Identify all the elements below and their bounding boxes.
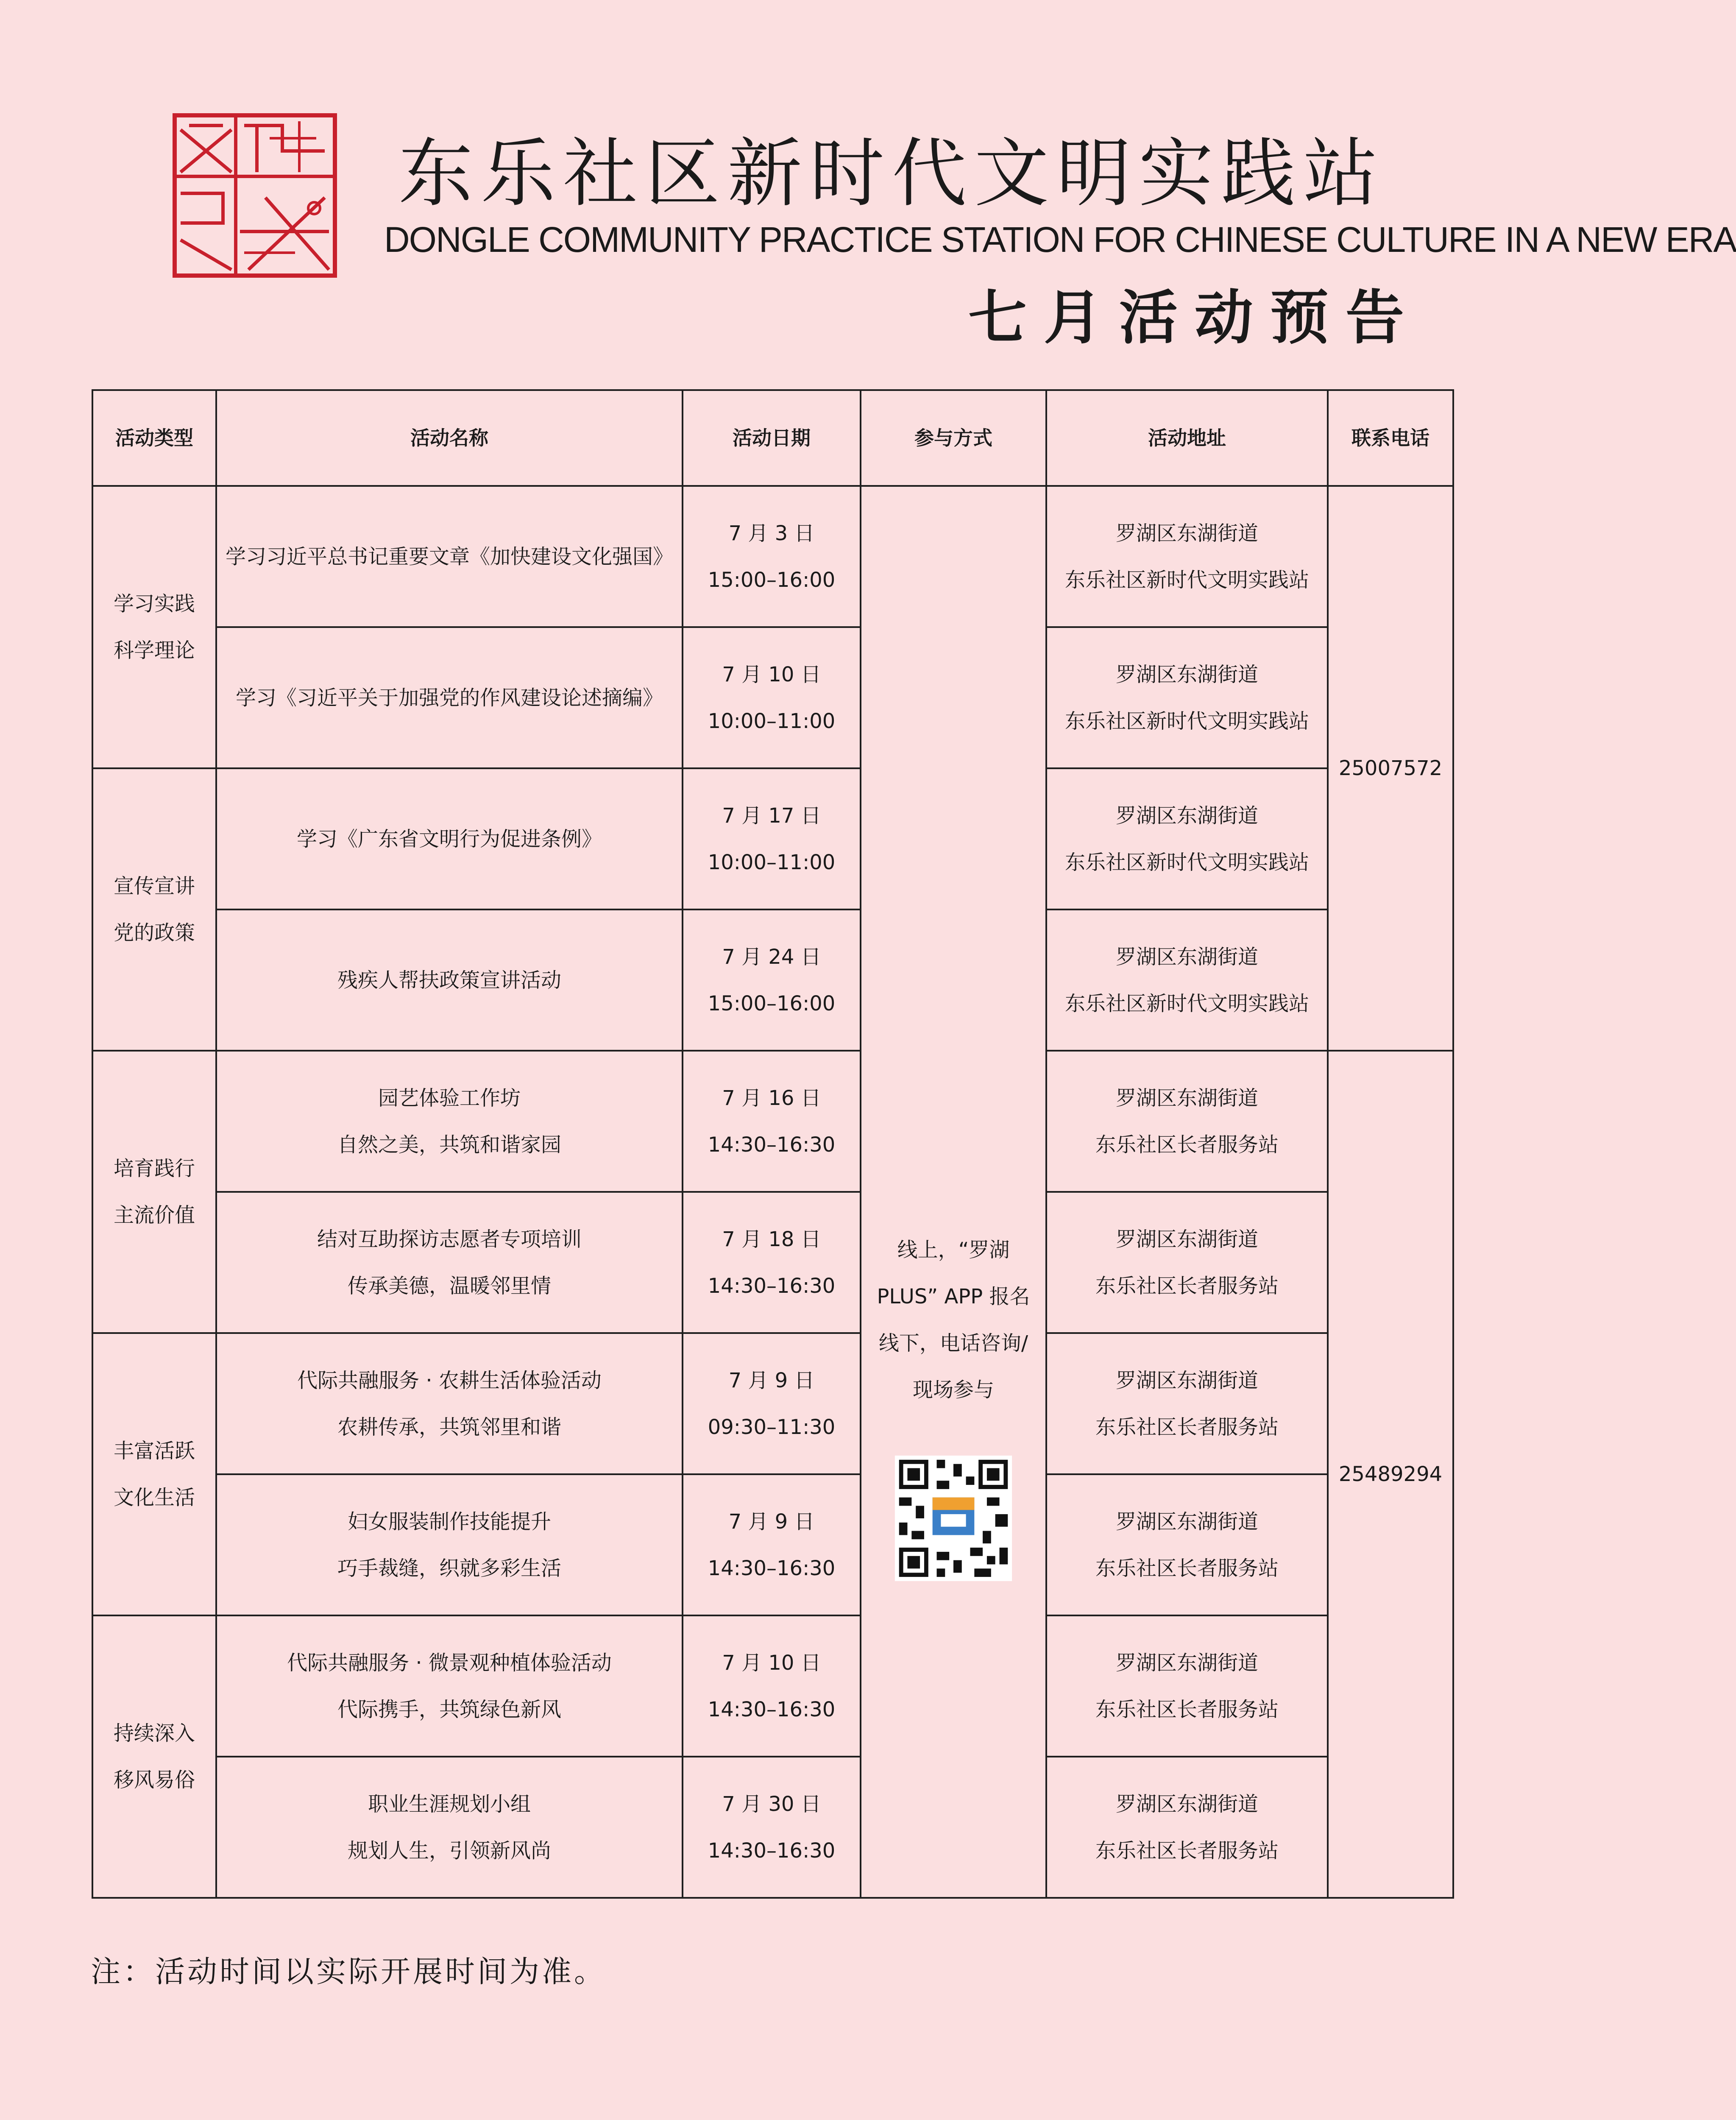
activity-name: 妇女服装制作技能提升 <box>347 1509 551 1534</box>
header-type: 活动类型 <box>92 390 216 486</box>
activity-slogan: 农耕传承，共筑邻里和谐 <box>337 1415 561 1439</box>
address-line: 罗湖区东湖街道 <box>1115 662 1258 686</box>
schedule-table <box>92 389 1454 1899</box>
address-cell <box>1046 486 1328 627</box>
address-line: 东乐社区长者服务站 <box>1095 1697 1279 1721</box>
activity-date: 7 月 10 日 <box>722 1651 821 1675</box>
date-cell <box>683 1615 861 1757</box>
activity-time: 14:30–16:30 <box>708 1838 836 1863</box>
activity-time: 10:00–11:00 <box>708 709 836 733</box>
activity-name: 园艺体验工作坊 <box>378 1086 521 1110</box>
activity-name-cell <box>216 1192 683 1333</box>
activity-slogan: 巧手裁缝，织就多彩生活 <box>337 1556 561 1580</box>
activity-time: 09:30–11:30 <box>708 1415 836 1439</box>
date-cell <box>683 1474 861 1615</box>
address-cell <box>1046 1333 1328 1474</box>
category-cell <box>92 768 216 1051</box>
activity-time: 14:30–16:30 <box>708 1274 836 1298</box>
activity-date: 7 月 10 日 <box>722 662 821 686</box>
activity-name-cell <box>216 1051 683 1192</box>
activity-date: 7 月 9 日 <box>728 1509 815 1534</box>
category-line: 培育践行 <box>113 1157 195 1180</box>
date-cell <box>683 768 861 909</box>
category-cell <box>92 486 216 768</box>
activity-time: 15:00–16:00 <box>708 568 836 592</box>
address-line: 东乐社区长者服务站 <box>1095 1415 1279 1439</box>
phone-cell: 25489294 <box>1328 1051 1453 1898</box>
activity-name-cell <box>216 486 683 627</box>
address-cell <box>1046 1615 1328 1757</box>
table-row <box>92 768 1453 909</box>
phone-cell: 25007572 <box>1328 486 1453 1051</box>
address-line: 东乐社区新时代文明实践站 <box>1064 850 1309 874</box>
address-line: 罗湖区东湖街道 <box>1115 1227 1258 1251</box>
category-line: 党的政策 <box>113 921 195 945</box>
activity-slogan: 规划人生，引领新风尚 <box>347 1838 551 1863</box>
table-row <box>92 1615 1453 1757</box>
category-line: 持续深入 <box>113 1721 195 1745</box>
address-cell <box>1046 1192 1328 1333</box>
address-line: 罗湖区东湖街道 <box>1115 1509 1258 1534</box>
date-cell <box>683 1333 861 1474</box>
participation-line: 现场参与 <box>912 1378 994 1402</box>
address-line: 罗湖区东湖街道 <box>1115 945 1258 969</box>
header-address: 活动地址 <box>1046 390 1328 486</box>
header-participation: 参与方式 <box>861 390 1046 486</box>
activity-slogan: 传承美德，温暖邻里情 <box>347 1274 551 1298</box>
table-row <box>92 1757 1453 1898</box>
activity-name-cell <box>216 1474 683 1615</box>
qr-code-icon[interactable] <box>894 1456 1013 1581</box>
activity-slogan: 代际携手，共筑绿色新风 <box>337 1697 561 1721</box>
category-cell <box>92 1615 216 1898</box>
activity-date: 7 月 18 日 <box>722 1227 821 1251</box>
category-cell <box>92 1333 216 1615</box>
date-cell <box>683 486 861 627</box>
category-cell <box>92 1051 216 1333</box>
activity-name: 学习习近平总书记重要文章《加快建设文化强国》 <box>225 544 673 569</box>
activity-name-cell <box>216 1615 683 1757</box>
activity-time: 15:00–16:00 <box>708 991 836 1015</box>
address-cell <box>1046 768 1328 909</box>
activity-date: 7 月 17 日 <box>722 803 821 828</box>
category-line: 宣传宣讲 <box>113 874 195 898</box>
table-row <box>92 1474 1453 1615</box>
date-cell <box>683 1757 861 1898</box>
activity-name: 学习《习近平关于加强党的作风建设论述摘编》 <box>235 686 663 710</box>
activity-time: 14:30–16:30 <box>708 1556 836 1580</box>
address-cell <box>1046 1051 1328 1192</box>
activity-date: 7 月 9 日 <box>728 1368 815 1392</box>
address-line: 东乐社区长者服务站 <box>1095 1133 1279 1157</box>
address-line: 东乐社区长者服务站 <box>1095 1838 1279 1863</box>
activity-date: 7 月 16 日 <box>722 1086 821 1110</box>
table-row <box>92 627 1453 768</box>
address-line: 罗湖区东湖街道 <box>1115 1651 1258 1675</box>
address-cell <box>1046 627 1328 768</box>
logo-seal <box>172 113 337 278</box>
activity-time: 14:30–16:30 <box>708 1133 836 1157</box>
activity-name: 结对互助探访志愿者专项培训 <box>317 1227 582 1251</box>
date-cell <box>683 627 861 768</box>
activity-name: 学习《广东省文明行为促进条例》 <box>296 827 602 851</box>
header-name: 活动名称 <box>216 390 683 486</box>
date-cell <box>683 1051 861 1192</box>
header-date: 活动日期 <box>683 390 861 486</box>
page-subtitle: DONGLE COMMUNITY PRACTICE STATION FOR CHINESE CULTURE IN A NEW ERA <box>384 220 1736 259</box>
participation-line: 线上，“罗湖 <box>897 1238 1010 1262</box>
address-cell <box>1046 909 1328 1051</box>
table-row <box>92 486 1453 627</box>
activity-name-cell <box>216 1333 683 1474</box>
address-line: 东乐社区新时代文明实践站 <box>1064 568 1309 592</box>
activity-slogan: 自然之美，共筑和谐家园 <box>337 1133 561 1157</box>
table-row <box>92 909 1453 1051</box>
category-line: 主流价值 <box>113 1203 195 1227</box>
participation-line: PLUS” APP 报名 <box>877 1285 1030 1308</box>
date-cell <box>683 1192 861 1333</box>
category-line: 移风易俗 <box>113 1768 195 1792</box>
month-title: 七月活动预告 <box>968 284 1421 352</box>
address-line: 罗湖区东湖街道 <box>1115 803 1258 828</box>
address-line: 罗湖区东湖街道 <box>1115 521 1258 545</box>
activity-name: 残疾人帮扶政策宣讲活动 <box>337 968 561 992</box>
activity-name: 代际共融服务 · 微景观种植体验活动 <box>287 1651 612 1675</box>
participation-cell <box>861 486 1046 1898</box>
activity-date: 7 月 24 日 <box>722 945 821 969</box>
address-line: 罗湖区东湖街道 <box>1115 1368 1258 1392</box>
address-cell <box>1046 1474 1328 1615</box>
table-row <box>92 1051 1453 1192</box>
table-header-row <box>92 390 1453 486</box>
activity-name-cell <box>216 768 683 909</box>
address-line: 东乐社区长者服务站 <box>1095 1274 1279 1298</box>
category-line: 文化生活 <box>113 1486 195 1509</box>
activity-name-cell <box>216 627 683 768</box>
table-row <box>92 1192 1453 1333</box>
header-phone: 联系电话 <box>1328 390 1453 486</box>
activity-name: 代际共融服务 · 农耕生活体验活动 <box>297 1368 602 1392</box>
activity-name-cell <box>216 909 683 1051</box>
date-cell <box>683 909 861 1051</box>
address-cell <box>1046 1757 1328 1898</box>
activity-name: 职业生涯规划小组 <box>368 1792 531 1816</box>
footnote: 注：活动时间以实际开展时间为准。 <box>91 1954 606 1989</box>
activity-name-cell <box>216 1757 683 1898</box>
activity-date: 7 月 3 日 <box>728 521 815 545</box>
activity-time: 10:00–11:00 <box>708 850 836 874</box>
activity-time: 14:30–16:30 <box>708 1697 836 1721</box>
address-line: 东乐社区长者服务站 <box>1095 1556 1279 1580</box>
page-title: 东乐社区新时代文明实践站 <box>398 130 1386 217</box>
address-line: 东乐社区新时代文明实践站 <box>1064 709 1309 733</box>
participation-line: 线下，电话咨询/ <box>878 1331 1028 1355</box>
address-line: 罗湖区东湖街道 <box>1115 1086 1258 1110</box>
address-line: 东乐社区新时代文明实践站 <box>1064 991 1309 1015</box>
category-line: 丰富活跃 <box>113 1439 195 1463</box>
activity-date: 7 月 30 日 <box>722 1792 821 1816</box>
category-line: 学习实践 <box>113 592 195 616</box>
table-row <box>92 1333 1453 1474</box>
address-line: 罗湖区东湖街道 <box>1115 1792 1258 1816</box>
category-line: 科学理论 <box>113 639 195 662</box>
